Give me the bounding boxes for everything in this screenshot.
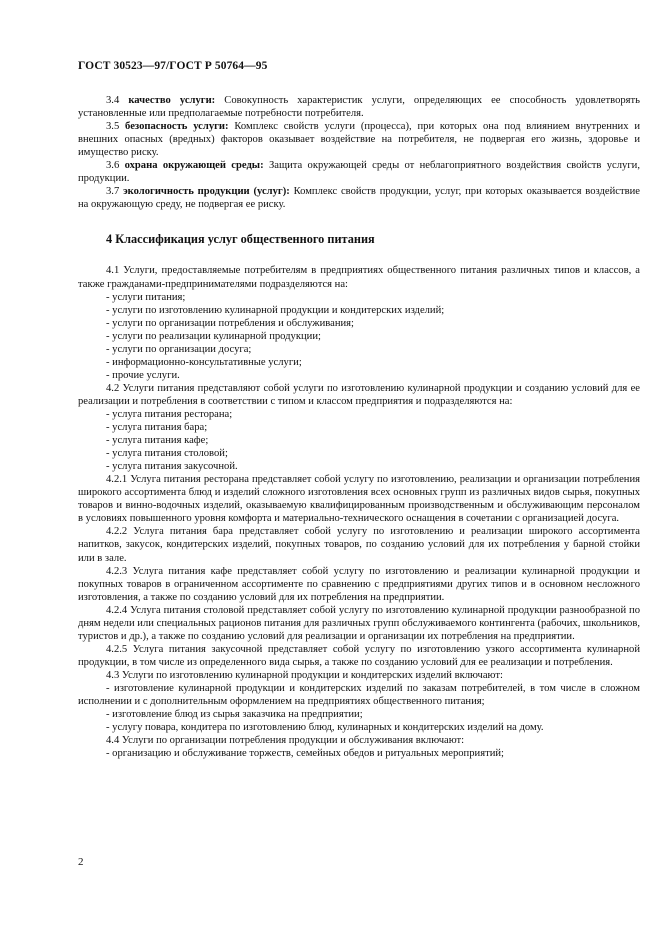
list-item: - услуга питания закусочной. <box>106 461 238 473</box>
paragraph-4-2-1: 4.2.1 Услуга питания ресторана представляет собой услугу по изготовлению, реализации и организации потребления широкого ассортимента блюд и изделий сложного изготовления всех основных групп из различных видов сырья, покупных товаров и винно-водочных изделий, оказываемую квалифицированным производственным и обслуживающим персоналом в условиях повышенного уровня комфорта и материально-технического оснащения в сочетании с организацией досуга. <box>78 474 640 525</box>
definition-text: Защита окружающей среды от неблагоприятного воздействия свойств услуги, продукции. <box>78 160 640 185</box>
term: охрана окружающей среды: <box>124 160 264 172</box>
page-header: ГОСТ 30523—97/ГОСТ Р 50764—95 <box>78 60 268 72</box>
list-item: - услуги по реализации кулинарной продукции; <box>106 330 321 342</box>
paragraph-4-4: 4.4 Услуги по организации потребления продукции и обслуживания включают: <box>106 735 465 747</box>
list-item: - услугу повара, кондитера по изготовлению блюд, кулинарных и кондитерских изделий на дому. <box>106 722 544 734</box>
definition-3-5 <box>78 120 640 159</box>
definition-text: Комплекс свойств услуги (процесса), при которых она под влиянием внутренних и внешних опасных (вредных) факторов оказывает воздействие на потребителя, не подвергая его жизнь, здоровье и имущество риску. <box>78 121 640 159</box>
list-item: - услуги по организации потребления и обслуживания; <box>106 317 354 329</box>
list-item: - услуги по организации досуга; <box>106 343 252 355</box>
definition-3-7 <box>78 185 640 211</box>
page-number: 2 <box>78 856 84 868</box>
paragraph-4-2-4: 4.2.4 Услуга питания столовой представляет собой услугу по изготовлению кулинарной продукции разнообразной по дням недели или специальных рационов питания для различных групп обслуживаемого контингента (рабочих, школьников, туристов и др.), а также по созданию условий для реализации и организации их потребления на предприятии. <box>78 604 640 642</box>
list-item: - услуга питания столовой; <box>106 448 228 460</box>
definition-text: Комплекс свойств продукции, услуг, при которых оказывается воздействие на окружающую среду, не подвергая ее риску. <box>78 186 640 211</box>
paragraph-4-2-2: 4.2.2 Услуга питания бара представляет собой услугу по изготовлению и реализации широкого ассортимента напитков, закусок, кондитерских изделий, покупных товаров, по созданию условий для их потребления у барной стойки или в зале. <box>78 526 640 564</box>
clause-number: 3.6 <box>106 160 120 172</box>
clause-number: 3.5 <box>106 121 120 133</box>
term: качество услуги: <box>128 95 216 106</box>
clause-number: 3.4 <box>106 95 120 106</box>
document-body <box>78 94 640 760</box>
definition-3-6 <box>78 159 640 185</box>
list-item: - изготовление блюд из сырья заказчика на предприятии; <box>106 709 363 721</box>
list-item: - услуги питания; <box>106 291 186 303</box>
list-item: - организацию и обслуживание торжеств, семейных обедов и ритуальных мероприятий; <box>106 748 504 760</box>
term: безопасность услуги: <box>125 121 229 133</box>
paragraph-4-2-3: 4.2.3 Услуга питания кафе представляет собой услугу по изготовлению и реализации кулинарной продукции и покупных товаров в ограниченном ассортименте по сравнению с предприятиями других типов и в основном несложного изготовления, а также по созданию условий для их потребления на предприятии. <box>78 565 640 603</box>
list-item: - услуга питания кафе; <box>106 435 209 447</box>
list-item: - услуги по изготовлению кулинарной продукции и кондитерских изделий; <box>106 304 445 316</box>
term: экологичность продукции (услуг): <box>123 186 290 198</box>
paragraph-4-2: 4.2 Услуги питания представляют собой услуги по изготовлению кулинарной продукции и созданию условий для ее реализации и потребления в соответствии с типом и классом предприятия и подразделяются на: <box>78 382 640 407</box>
list-item: - изготовление кулинарной продукции и кондитерских изделий по заказам потребителей, в том числе в сложном исполнении и с дополнительным оформлением на предприятиях общественного питания; <box>78 682 640 708</box>
definition-text: Совокупность характеристик услуги, определяющих ее способность удовлетворять установленные или предполагаемые потребности потребителя. <box>78 95 640 120</box>
clause-number: 3.7 <box>106 186 120 198</box>
paragraph-4-1: 4.1 Услуги, предоставляемые потребителям в предприятиях общественного питания различных типов и классов, а также гражданами-предпринимателями подразделяются на: <box>78 265 640 290</box>
section-heading: 4 Классификация услуг общественного питания <box>106 232 375 247</box>
list-item: - информационно-консультативные услуги; <box>106 356 302 368</box>
definition-3-4 <box>78 94 640 120</box>
list-item: - прочие услуги. <box>106 369 180 381</box>
paragraph-4-3: 4.3 Услуги по изготовлению кулинарной продукции и кондитерских изделий включают: <box>106 669 503 681</box>
list-item: - услуга питания бара; <box>106 422 208 434</box>
paragraph-4-2-5: 4.2.5 Услуга питания закусочной представляет собой услугу по изготовлению узкого ассортимента кулинарной продукции, в том числе из определенного вида сырья, а также по созданию условий для ее реализации и потребления. <box>78 643 640 668</box>
list-item: - услуга питания ресторана; <box>106 408 233 420</box>
